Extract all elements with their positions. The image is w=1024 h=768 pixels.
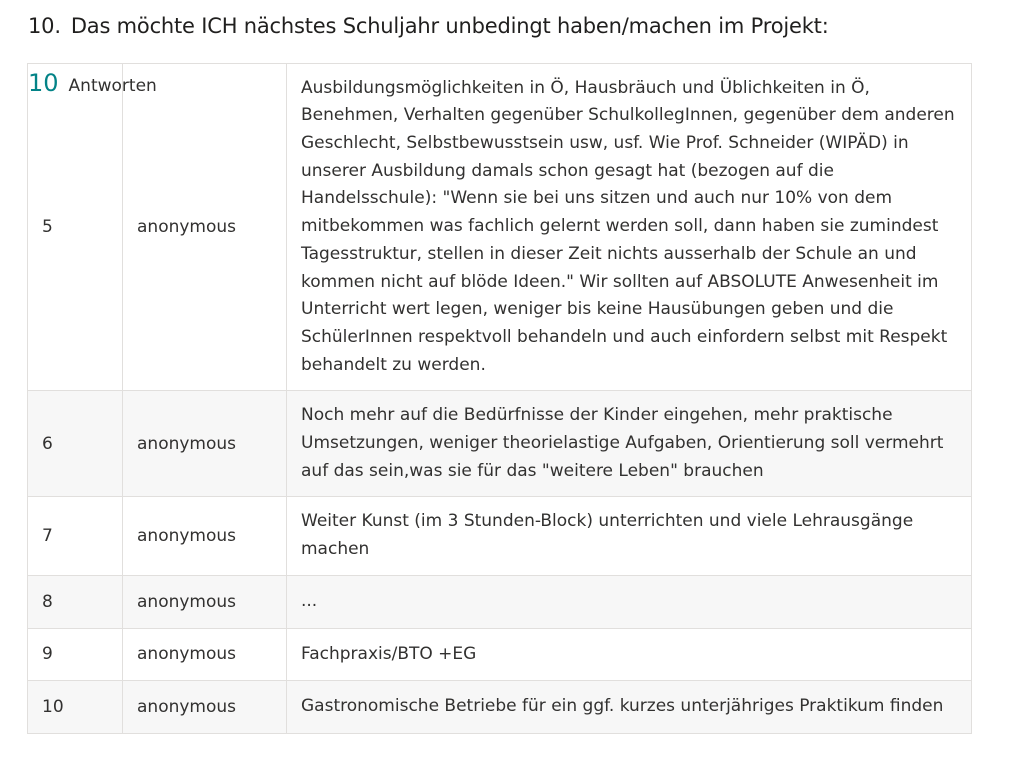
responses-table-scroll-content [27,63,972,734]
row-response-text: Fachpraxis/BTO +EG [287,628,972,681]
row-respondent: anonymous [123,628,287,681]
answer-count-label: Antworten [68,76,157,96]
row-id: 5 [28,63,123,391]
question-text: Das möchte ICH nächstes Schuljahr unbedingt haben/machen im Projekt: [70,14,829,38]
row-response-text: ... [287,575,972,628]
table-row [28,575,972,628]
row-id: 8 [28,575,123,628]
row-id: 9 [28,628,123,681]
row-respondent: anonymous [123,391,287,497]
row-response-text: Gastronomische Betriebe für ein ggf. kurzes unterjähriges Praktikum finden [287,681,972,734]
question-number: 10. [28,14,61,38]
row-respondent: anonymous [123,575,287,628]
row-response-text: Weiter Kunst (im 3 Stunden-Block) unterrichten und viele Lehrausgänge machen [287,497,972,575]
row-id: 7 [28,497,123,575]
question-title [28,14,829,38]
row-respondent: anonymous [123,63,287,391]
table-row [28,63,972,391]
table-row [28,497,972,575]
row-id: 6 [28,391,123,497]
table-row [28,628,972,681]
row-response-text: Ausbildungsmöglichkeiten in Ö, Hausbräuch und Üblichkeiten in Ö, Benehmen, Verhalten gegenüber SchulkollegInnen, gegenüber dem anderen Geschlecht, Selbstbewusstsein usw, usf. Wie Prof. Schneider (WIPÄD) in unserer Ausbildung damals schon gesagt hat (bezogen auf die Handelsschule): "Wenn sie bei uns sitzen und auch nur 10% von dem mitbekommen was fachlich gelernt werden soll, dann haben sie zumindest Tagesstruktur, stellen in dieser Zeit nichts ausserhalb der Schule an und kommen nicht auf blöde Ideen." Wir sollten auf ABSOLUTE Anwesenheit im Unterricht wert legen, weniger bis keine Hausübungen geben und die SchülerInnen respektvoll behandeln und auch einfordern selbst mit Respekt behandelt zu werden. [287,63,972,391]
answer-count-number: 10 [28,69,59,97]
row-id: 10 [28,681,123,734]
row-response-text: Noch mehr auf die Bedürfnisse der Kinder eingehen, mehr praktische Umsetzungen, weniger theorielastige Aufgaben, Orientierung soll vermehrt auf das sein,was sie für das "weitere Leben" brauchen [287,391,972,497]
table-row [28,391,972,497]
row-respondent: anonymous [123,681,287,734]
table-row [28,681,972,734]
row-respondent: anonymous [123,497,287,575]
responses-table [27,63,972,734]
